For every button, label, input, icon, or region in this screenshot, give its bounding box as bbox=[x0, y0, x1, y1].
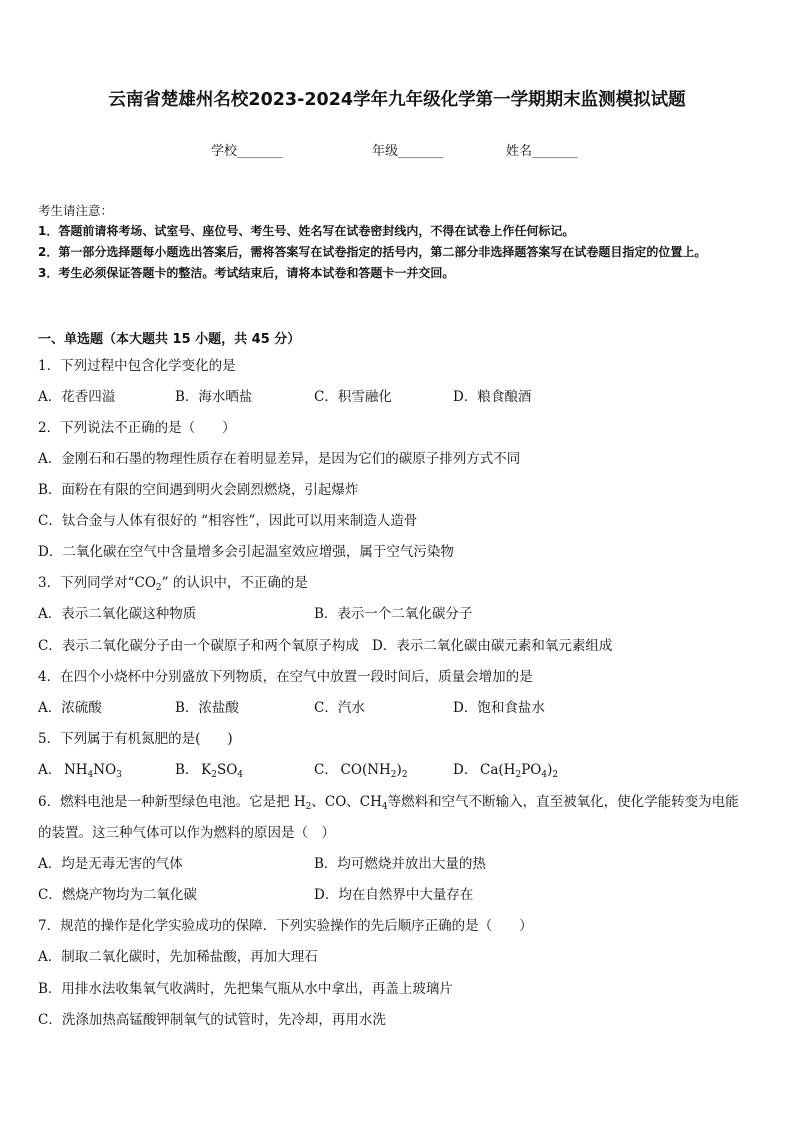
option-c: C．汽水 bbox=[314, 700, 365, 716]
question-stem: 4．在四个小烧杯中分别盛放下列物质，在空气中放置一段时间后，质量会增加的是 bbox=[38, 669, 533, 685]
notice-item: 2．第一部分选择题每小题选出答案后，需将答案写在试卷指定的括号内，第二部分非选择题答案写在试卷题目指定的位置上。 bbox=[38, 245, 707, 259]
option-b: B．用排水法收集氧气收满时，先把集气瓶从水中拿出，再盖上玻璃片 bbox=[38, 981, 453, 997]
notice-item: 3．考生必须保证答题卡的整洁。考试结束后，请将本试卷和答题卡一并交回。 bbox=[38, 266, 455, 280]
option-a: A．均是无毒无害的气体 bbox=[38, 856, 183, 872]
option-a: A．浓硫酸 bbox=[38, 700, 102, 716]
option-d: D． $Ca(H_2PO_4)_2$ bbox=[453, 762, 559, 780]
question-stem: 6．燃料电池是一种新型绿色电池。它是把 $H_2$、CO、$CH_4$等燃料和空气不断输入，直至被氧化，使化学能转变为电能 bbox=[38, 794, 739, 812]
option-a: A．金刚石和石墨的物理性质存在着明显差异，是因为它们的碳原子排列方式不同 bbox=[38, 451, 521, 467]
option-b: B．面粉在有限的空间遇到明火会剧烈燃烧，引起爆炸 bbox=[38, 482, 359, 498]
option-c: C．积雪融化 bbox=[314, 389, 392, 405]
notice-item: 1．答题前请将考场、试室号、座位号、考生号、姓名写在试卷密封线内，不得在试卷上作任何标记。 bbox=[38, 224, 575, 238]
option-b: B．海水晒盐 bbox=[175, 389, 253, 405]
option-d: D．饱和食盐水 bbox=[453, 700, 545, 716]
option-a: A． $NH_4NO_3$ bbox=[38, 762, 122, 780]
page-title: 云南省楚雄州名校2023-2024学年九年级化学第一学期期末监测模拟试题 bbox=[108, 90, 686, 110]
option-b: B．表示一个二氧化碳分子 bbox=[314, 606, 473, 622]
notice-heading: 考生请注意： bbox=[38, 203, 114, 218]
option-d: D．粮食酿酒 bbox=[453, 389, 532, 405]
option-c: C．钛合金与人体有很好的 “相容性”，因此可以用来制造人造骨 bbox=[38, 513, 418, 529]
option-a: A．花香四溢 bbox=[38, 389, 116, 405]
notice-block bbox=[38, 200, 762, 284]
question-stem: 7．规范的操作是化学实验成功的保障．下列实验操作的先后顺序正确的是（ ） bbox=[38, 918, 533, 934]
option-c: C．洗涤加热高锰酸钾制氧气的试管时，先冷却，再用水洗 bbox=[38, 1012, 386, 1028]
option-c: C．燃烧产物均为二氧化碳 bbox=[38, 887, 197, 903]
section-heading: 一、单选题（本大题共 15 小题，共 45 分） bbox=[38, 332, 301, 347]
option-b: B． $K_2SO_4$ bbox=[175, 762, 244, 780]
option-d: D．表示二氧化碳由碳元素和氧元素组成 bbox=[372, 638, 613, 654]
question-stem: 3．下列同学对“$CO_2$” 的认识中，不正确的是 bbox=[38, 575, 308, 593]
option-b: B．均可燃烧并放出大量的热 bbox=[314, 856, 486, 872]
question-stem: 2．下列说法不正确的是（ ） bbox=[38, 420, 236, 436]
option-c: C．表示二氧化碳分子由一个碳原子和两个氧原子构成 bbox=[38, 638, 359, 654]
school-field[interactable]: 学校_______ bbox=[211, 144, 283, 159]
option-a: A．制取二氧化碳时，先加稀盐酸，再加大理石 bbox=[38, 949, 318, 965]
option-b: B．浓盐酸 bbox=[175, 700, 239, 716]
question-stem-cont: 的装置。这三种气体可以作为燃料的原因是（ ） bbox=[38, 825, 335, 841]
option-d: D．二氧化碳在空气中含量增多会引起温室效应增强，属于空气污染物 bbox=[38, 544, 454, 560]
question-stem: 1．下列过程中包含化学变化的是 bbox=[38, 358, 236, 374]
question-stem: 5．下列属于有机氮肥的是( ) bbox=[38, 731, 233, 747]
option-a: A．表示二氧化碳这种物质 bbox=[38, 606, 197, 622]
option-d: D．均在自然界中大量存在 bbox=[314, 887, 474, 903]
name-field[interactable]: 姓名_______ bbox=[506, 144, 578, 159]
grade-field[interactable]: 年级_______ bbox=[372, 144, 444, 159]
option-c: C． $CO(NH_2)_2$ bbox=[314, 762, 408, 780]
